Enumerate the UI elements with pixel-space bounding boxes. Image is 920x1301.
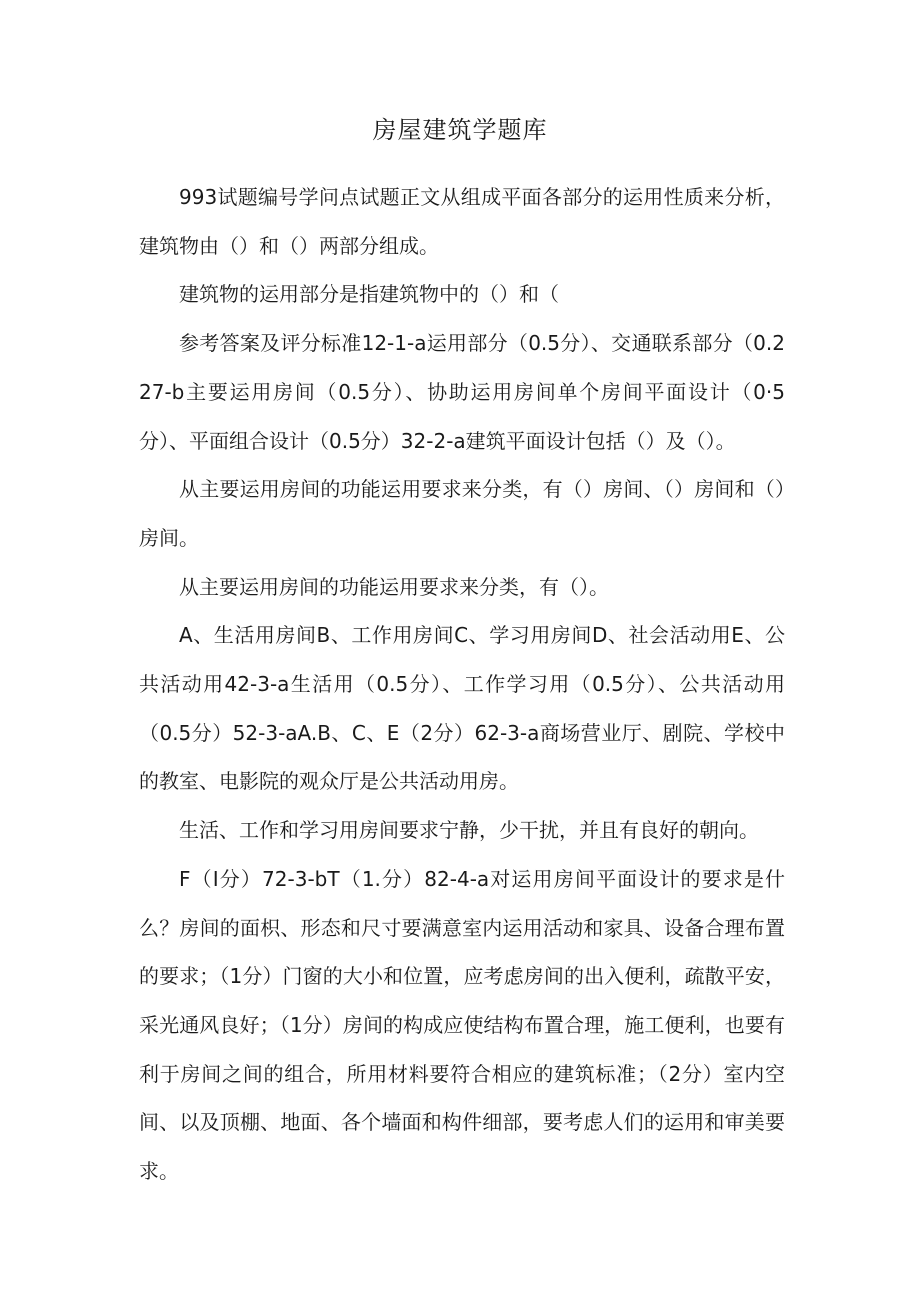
paragraph: 从主要运用房间的功能运用要求来分类，有（）。 bbox=[179, 574, 609, 599]
paragraph: 建筑物的运用部分是指建筑物中的（）和（ bbox=[179, 282, 559, 307]
document-title: 房屋建筑学题库 bbox=[372, 116, 548, 144]
paragraph: 993试题编号学问点试题正文从组成平面各部分的运用性质来分析，建筑物由（）和（）两部分组成。 bbox=[139, 185, 785, 258]
paragraph: 参考答案及评分标准12-1-a运用部分（0.5分）、交通联系部分（0.227-b主要运用房间（0.5分）、协助运用房间单个房间平面设计（0·5分）、平面组合设计（0.5分）32-2-a建筑平面设计包括（）及（）。 bbox=[139, 331, 785, 453]
paragraph: F（I分）72-3-bT（1.分）82-4-a对运用房间平面设计的要求是什么？房间的面枳、形态和尺寸要满意室内运用活动和家具、设备合理布置的要求；（1分）门窗的大小和位置，应考虑房间的出入便利，疏散平安，采光通风良好；（1分）房间的构成应使结构布置合理，施工便利，也要有利于房间之间的组合，所用材料要符合相应的建筑标准；（2分）室内空间、以及顶棚、地面、各个墙面和构件细部，要考虑人们的运用和审美要求。 bbox=[139, 866, 785, 1184]
document-body bbox=[139, 173, 785, 1196]
paragraph: A、生活用房间B、工作用房间C、学习用房间D、社会活动用E、公共活动用42-3-a生活用（0.5分）、工作学习用（0.5分）、公共活动用（0.5分）52-3-aA.B、C、E（2分）62-3-a商场营业厅、剧院、学校中的教室、电影院的观众厅是公共活动用房。 bbox=[139, 623, 785, 794]
paragraph: 生活、工作和学习用房间要求宁静，少干扰，并且有良好的朝向。 bbox=[179, 818, 759, 843]
paragraph: 从主要运用房间的功能运用要求来分类，有（）房间、（）房间和（）房间。 bbox=[139, 477, 785, 550]
